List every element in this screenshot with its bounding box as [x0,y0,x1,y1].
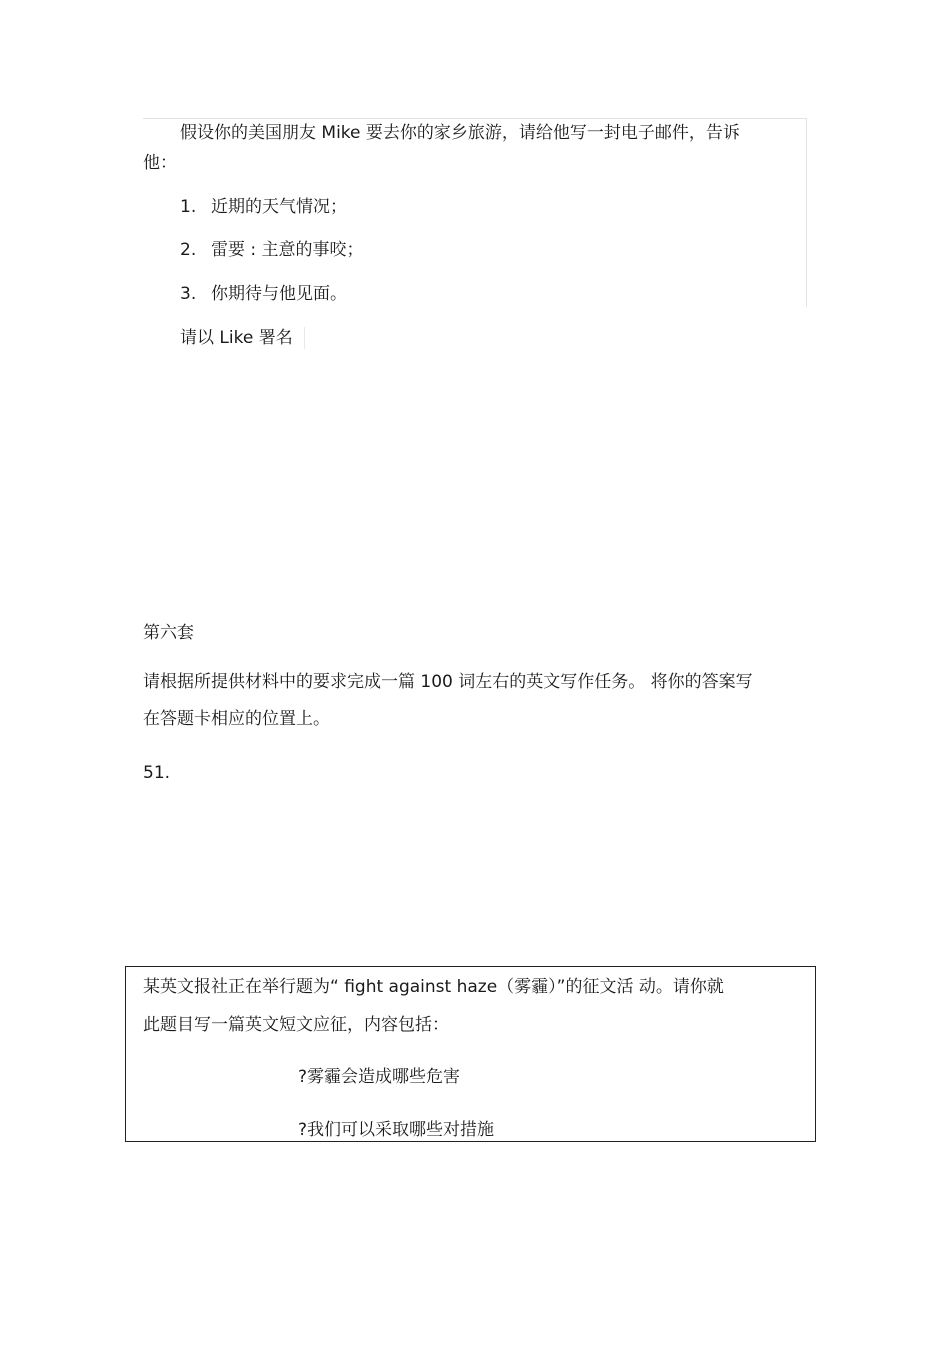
task1-frame-top [143,118,807,119]
task1-signature: 请以 Like 署名 [180,328,293,348]
task1-item-2-number: 2. [180,240,197,260]
task1-item-2-text: 雷要 : 主意的事咬； [211,240,364,260]
task1-item-3-number: 3. [180,284,197,304]
task1-frame-right [806,118,807,307]
task1-item-1-number: 1. [180,197,197,217]
task2-bullet-2: ?我们可以采取哪些对措施 [298,1120,495,1140]
task2-line1: 某英文报社正在举行题为“ fight against haze（雾霾）”的征文活 动。请你就 [143,977,724,997]
task1-intro-line2: 他： [143,153,177,173]
question-number: 51. [143,763,171,783]
section-instruction-line1: 请根据所提供材料中的要求完成一篇 100 词左右的英文写作任务。 将你的答案写 [143,672,753,692]
task2-line2: 此题目写一篇英文短文应征，内容包括： [143,1015,449,1035]
task1-intro-line1: 假设你的美国朋友 Mike 要去你的家乡旅游，请给他写一封电子邮件，告诉 [180,123,740,143]
task2-bullet-1: ?雾霾会造成哪些危害 [298,1067,461,1087]
task1-signature-divider [304,327,305,349]
section-title: 第六套 [143,623,194,643]
task1-item-1-text: 近期的天气情况； [211,197,347,217]
section-instruction-line2: 在答题卡相应的位置上。 [143,709,330,729]
task1-item-3-text: 你期待与他见面。 [211,284,347,304]
